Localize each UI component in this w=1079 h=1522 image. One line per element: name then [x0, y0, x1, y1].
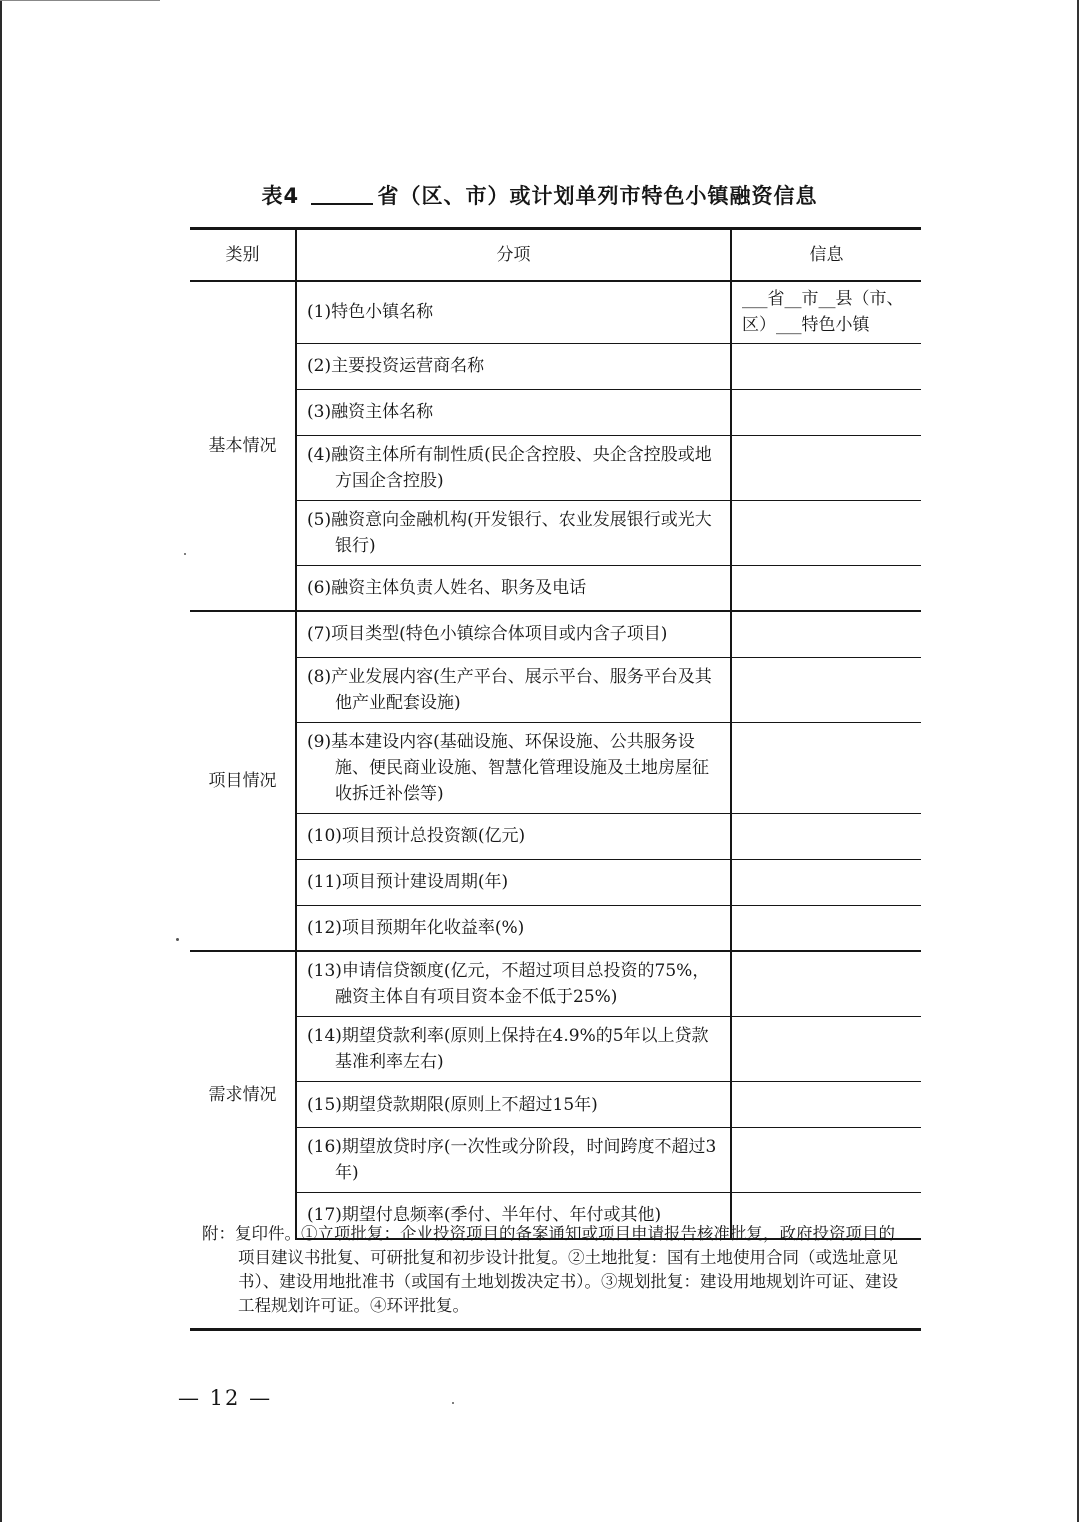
- header-category: 类别: [190, 229, 296, 282]
- note-text: 复印件。①立项批复：企业投资项目的备案通知或项目申请报告核准批复，政府投资项目的项目建议书批复、可研批复和初步设计批复。②土地批复：国有土地使用合同（或选址意见书）、建设用地批准书（或国有土地划拨决定书）。③规划批复：建设用地规划许可证、建设工程规划许可证。④环评批复。: [235, 1224, 898, 1315]
- table-row: [190, 813, 921, 859]
- item-label: (6)融资主体负责人姓名、职务及电话: [307, 577, 587, 598]
- table-row: [190, 1017, 921, 1082]
- item-cell: [296, 859, 731, 905]
- page-number: — 12 —: [178, 1386, 273, 1410]
- table-row: [190, 859, 921, 905]
- category-cell: 需求情况: [190, 951, 296, 1239]
- item-cell: [296, 657, 731, 722]
- item-cell: [296, 435, 731, 500]
- category-cell: 项目情况: [190, 611, 296, 951]
- table-row: [190, 435, 921, 500]
- table-row: [190, 1128, 921, 1193]
- item-cell: [296, 389, 731, 435]
- item-label: (10)项目预计总投资额(亿元): [307, 826, 526, 846]
- info-cell[interactable]: [731, 343, 921, 389]
- item-label: (12)项目预期年化收益率(%): [307, 917, 525, 938]
- item-label: (5)融资意向金融机构(开发银行、农业发展银行或光大银行): [307, 509, 712, 556]
- table-row: [190, 281, 921, 343]
- header-item: 分项: [296, 229, 731, 282]
- info-cell[interactable]: [731, 859, 921, 905]
- item-cell: [296, 343, 731, 389]
- item-label: (16)期望放贷时序(一次性或分阶段，时间跨度不超过3年): [307, 1137, 717, 1183]
- table-row: [190, 343, 921, 389]
- table-row: [190, 565, 921, 611]
- item-cell: [296, 500, 731, 565]
- info-cell[interactable]: [731, 611, 921, 657]
- info-cell[interactable]: [731, 1082, 921, 1128]
- item-cell: [296, 1082, 731, 1128]
- item-label: (17)期望付息频率(季付、半年付、年付或其他): [307, 1205, 662, 1226]
- scan-edge-top: [0, 0, 160, 1]
- info-cell[interactable]: [731, 951, 921, 1017]
- header-info: 信息: [731, 229, 921, 282]
- info-cell[interactable]: [731, 565, 921, 611]
- info-cell[interactable]: [731, 435, 921, 500]
- info-cell[interactable]: [731, 657, 921, 722]
- item-label: (1)特色小镇名称: [307, 302, 434, 323]
- info-cell[interactable]: [731, 500, 921, 565]
- item-cell: [296, 1017, 731, 1082]
- table-row: [190, 611, 921, 657]
- item-label: (4)融资主体所有制性质(民企含控股、央企含控股或地方国企含控股): [307, 444, 712, 491]
- item-cell: [296, 565, 731, 611]
- info-cell[interactable]: [731, 813, 921, 859]
- table-number: 表4: [261, 184, 300, 208]
- info-cell[interactable]: ___省__市__县（市、区）___特色小镇: [731, 281, 921, 343]
- item-cell: [296, 611, 731, 657]
- item-label: (7)项目类型(特色小镇综合体项目或内含子项目): [307, 624, 668, 645]
- item-label: (8)产业发展内容(生产平台、展示平台、服务平台及其他产业配套设施): [307, 666, 712, 713]
- info-cell[interactable]: [731, 905, 921, 951]
- table-row: [190, 500, 921, 565]
- table-row: [190, 389, 921, 435]
- table-row: [190, 722, 921, 813]
- item-cell: [296, 951, 731, 1017]
- province-blank: [311, 203, 373, 205]
- item-label: (13)申请信贷额度(亿元，不超过项目总投资的75%，融资主体自有项目资本金不低于25%): [307, 961, 710, 1007]
- scan-speck: [452, 1402, 454, 1404]
- financing-info-table: [190, 227, 921, 1240]
- scan-speck: [184, 553, 186, 555]
- table-row: [190, 951, 921, 1017]
- info-cell[interactable]: [731, 722, 921, 813]
- item-label: (3)融资主体名称: [307, 402, 434, 422]
- scan-speck: [176, 938, 179, 941]
- item-cell: [296, 722, 731, 813]
- item-label: (14)期望贷款利率(原则上保持在4.9%的5年以上贷款基准利率左右): [307, 1026, 709, 1072]
- table-title: [0, 180, 1079, 210]
- item-cell: [296, 813, 731, 859]
- table-row: [190, 657, 921, 722]
- item-cell: [296, 905, 731, 951]
- info-cell[interactable]: [731, 389, 921, 435]
- info-cell[interactable]: [731, 1128, 921, 1193]
- attachment-note: [190, 1218, 921, 1331]
- item-label: (9)基本建设内容(基础设施、环保设施、公共服务设施、便民商业设施、智慧化管理设施及土地房屋征收拆迁补偿等): [307, 731, 709, 804]
- item-cell: [296, 1128, 731, 1193]
- header-row: [190, 229, 921, 282]
- item-cell: [296, 281, 731, 343]
- info-cell[interactable]: [731, 1017, 921, 1082]
- item-label: (15)期望贷款期限(原则上不超过15年): [307, 1094, 598, 1115]
- item-label: (11)项目预计建设周期(年): [307, 872, 509, 892]
- item-label: (2)主要投资运营商名称: [307, 356, 485, 376]
- scan-edge-left: [0, 0, 2, 1522]
- table-row: [190, 1082, 921, 1128]
- category-cell: 基本情况: [208, 436, 277, 456]
- note-label: 附：: [202, 1224, 235, 1243]
- table-row: [190, 905, 921, 951]
- table-title-text: 省（区、市）或计划单列市特色小镇融资信息: [377, 184, 818, 208]
